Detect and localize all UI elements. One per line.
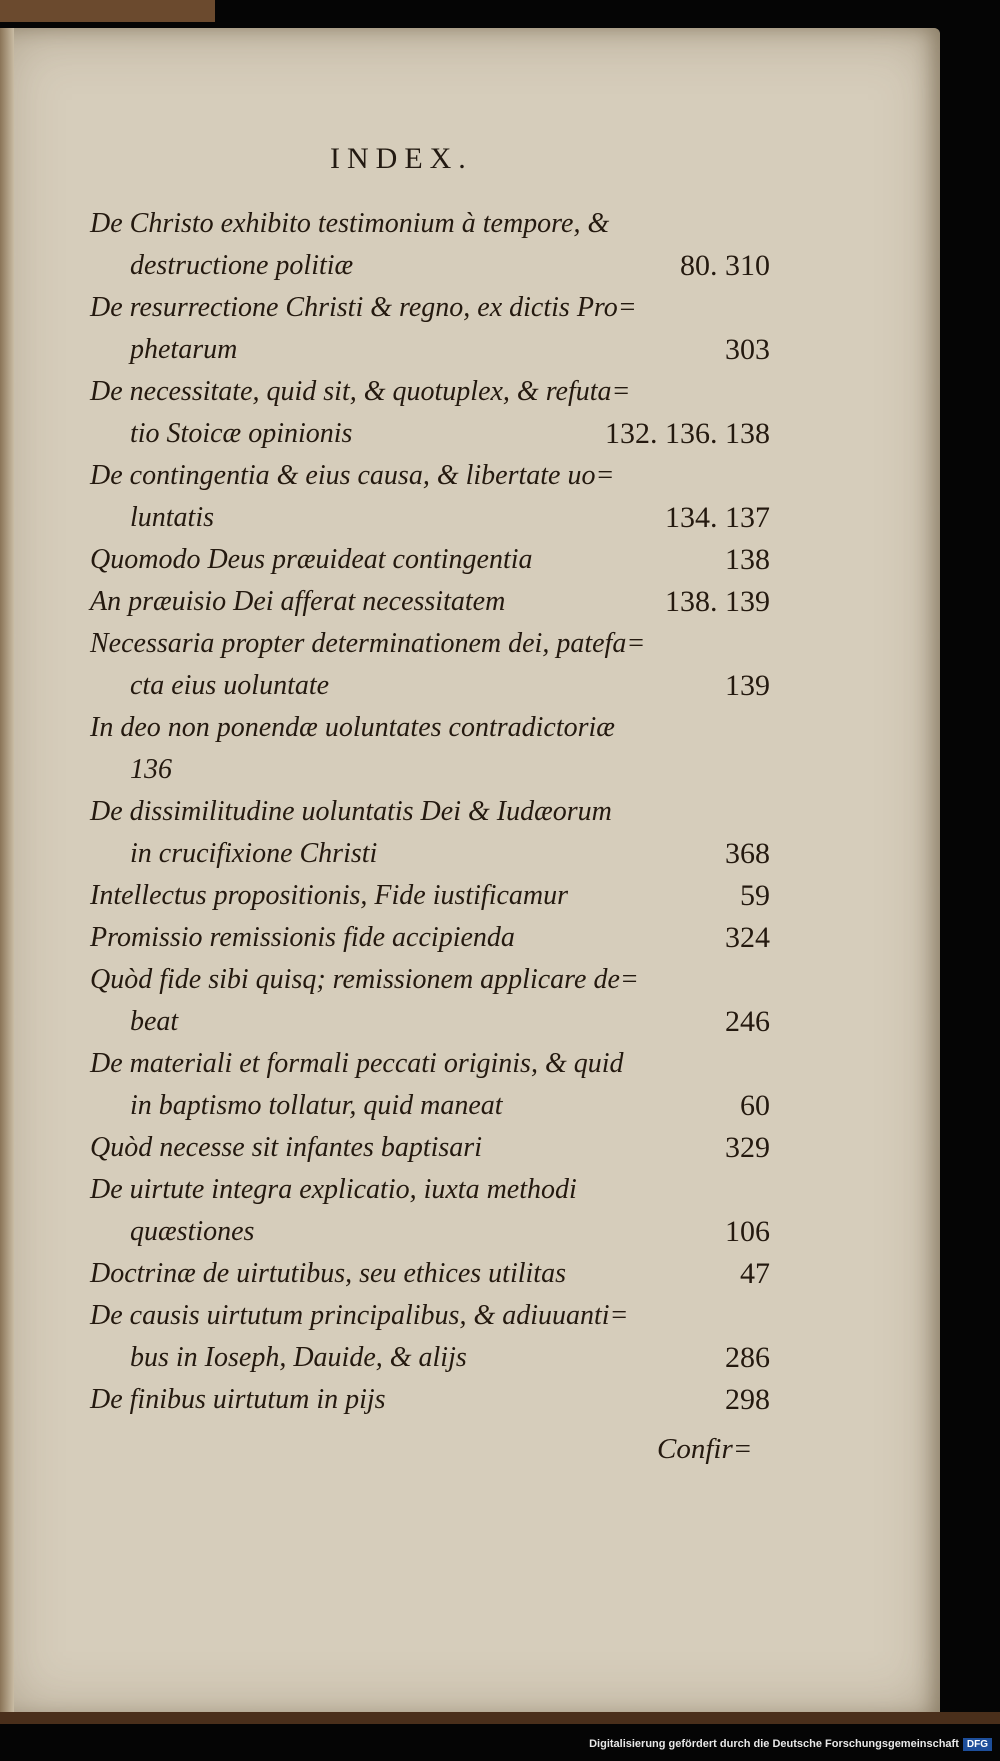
index-entry xyxy=(90,581,770,623)
entry-text: phetarum xyxy=(130,334,238,365)
page-number: 138. 139 xyxy=(665,585,770,618)
entry-text: cta eius uoluntate xyxy=(130,670,330,701)
credit-text: Digitalisierung gefördert durch die Deutsche Forschungsgemeinschaft xyxy=(589,1738,959,1750)
entry-text: in crucifixione Christi xyxy=(130,838,378,869)
entry-text: Quòd fide sibi quisq; remissionem applicare de= xyxy=(90,964,639,995)
index-entry-line xyxy=(90,1085,770,1127)
entry-text: tio Stoicæ opinionis xyxy=(130,418,353,449)
index-entry xyxy=(90,1169,770,1253)
index-entry-line xyxy=(90,413,770,455)
index-entry-line xyxy=(90,371,770,413)
index-entry-line xyxy=(90,1379,770,1421)
index-entry-line xyxy=(90,917,770,959)
entry-text: destructione politiæ xyxy=(130,250,354,281)
entry-text: Quòd necesse sit infantes baptisari xyxy=(90,1132,482,1163)
index-entry xyxy=(90,455,770,539)
page-number: 368 xyxy=(725,837,770,870)
entry-text: Promissio remissionis fide accipienda xyxy=(90,922,515,953)
index-entry xyxy=(90,1379,770,1421)
index-entry xyxy=(90,1253,770,1295)
index-entry xyxy=(90,791,770,875)
index-entry-line xyxy=(90,329,770,371)
index-entry-line xyxy=(90,623,770,665)
index-entry xyxy=(90,1043,770,1127)
index-entry-line xyxy=(90,875,770,917)
digitization-credit xyxy=(589,1735,992,1753)
page-number: 132. 136. 138 xyxy=(605,417,770,450)
index-entry-line xyxy=(90,539,770,581)
catchword: Confir= xyxy=(657,1433,753,1465)
entry-text: bus in Ioseph, Dauide, & alijs xyxy=(130,1342,467,1373)
index-entry-line xyxy=(90,203,770,245)
entry-text: in baptismo tollatur, quid maneat xyxy=(130,1090,503,1121)
index-entry-line xyxy=(90,287,770,329)
index-entry xyxy=(90,539,770,581)
entry-text: De contingentia & eius causa, & libertate uo= xyxy=(90,460,615,491)
entry-text: De Christo exhibito testimonium à tempore, & xyxy=(90,208,610,239)
page-number: 139 xyxy=(725,669,770,702)
page-number: 303 xyxy=(725,333,770,366)
index-entry-line xyxy=(90,1211,770,1253)
entry-text: luntatis xyxy=(130,502,215,533)
index-entry-line xyxy=(90,1253,770,1295)
index-entry-line xyxy=(90,665,770,707)
index-entry-line xyxy=(90,1043,770,1085)
entry-text: beat xyxy=(130,1006,179,1037)
index-entry-line xyxy=(90,455,770,497)
index-entry-line xyxy=(90,833,770,875)
entry-text: De resurrectione Christi & regno, ex dictis Pro= xyxy=(90,292,637,323)
index-entry xyxy=(90,623,770,707)
entry-text: De causis uirtutum principalibus, & adiuuanti= xyxy=(90,1300,629,1331)
book-edge-bottom xyxy=(0,1712,1000,1724)
entry-text: De necessitate, quid sit, & quotuplex, & refuta= xyxy=(90,376,631,407)
index-entry xyxy=(90,1127,770,1169)
index-entry xyxy=(90,917,770,959)
entry-text: Quomodo Deus præuideat contingentia xyxy=(90,544,533,575)
index-entry-line xyxy=(90,1169,770,1211)
page-number: 60 xyxy=(740,1089,770,1122)
page-number: 246 xyxy=(725,1005,770,1038)
index-entry xyxy=(90,875,770,917)
index-entries xyxy=(90,203,770,1421)
entry-text: An præuisio Dei afferat necessitatem xyxy=(90,586,506,617)
index-entry-line xyxy=(90,581,770,623)
index-entry xyxy=(90,203,770,287)
page-number: 134. 137 xyxy=(665,501,770,534)
index-entry-line xyxy=(90,791,770,833)
index-entry-line xyxy=(90,245,770,287)
entry-text: De materiali et formali peccati originis, & quid xyxy=(90,1048,624,1079)
entry-text: In deo non ponendæ uoluntates contradictoriæ xyxy=(90,712,615,743)
index-entry xyxy=(90,707,770,791)
page-number: 298 xyxy=(725,1383,770,1416)
dfg-logo: DFG xyxy=(963,1738,992,1751)
page-number: 59 xyxy=(740,879,770,912)
page-number: 329 xyxy=(725,1131,770,1164)
index-entry xyxy=(90,1295,770,1379)
page-number: 286 xyxy=(725,1341,770,1374)
entry-text: De finibus uirtutum in pijs xyxy=(90,1384,386,1415)
page-number: 47 xyxy=(740,1257,770,1290)
book-edge-top xyxy=(0,0,215,22)
index-entry-line xyxy=(90,707,770,749)
index-entry-line xyxy=(90,749,770,791)
entry-text: De uirtute integra explicatio, iuxta methodi xyxy=(90,1174,577,1205)
entry-text: Intellectus propositionis, Fide iustificamur xyxy=(90,880,569,911)
index-entry xyxy=(90,287,770,371)
entry-text: De dissimilitudine uoluntatis Dei & Iudæorum xyxy=(90,796,612,827)
entry-text: 136 xyxy=(130,754,172,785)
entry-text: Necessaria propter determinationem dei, patefa= xyxy=(90,628,646,659)
index-entry xyxy=(90,959,770,1043)
entry-text: quæstiones xyxy=(130,1216,255,1247)
page-number: 80. 310 xyxy=(680,249,770,282)
index-entry-line xyxy=(90,1295,770,1337)
index-entry-line xyxy=(90,959,770,1001)
page-number: 324 xyxy=(725,921,770,954)
entry-text: Doctrinæ de uirtutibus, seu ethices utilitas xyxy=(90,1258,566,1289)
page-number: 106 xyxy=(725,1215,770,1248)
index-entry-line xyxy=(90,1127,770,1169)
index-entry xyxy=(90,371,770,455)
page-number: 138 xyxy=(725,543,770,576)
page-title: INDEX. xyxy=(330,142,473,175)
index-entry-line xyxy=(90,1337,770,1379)
index-entry-line xyxy=(90,1001,770,1043)
index-entry-line xyxy=(90,497,770,539)
